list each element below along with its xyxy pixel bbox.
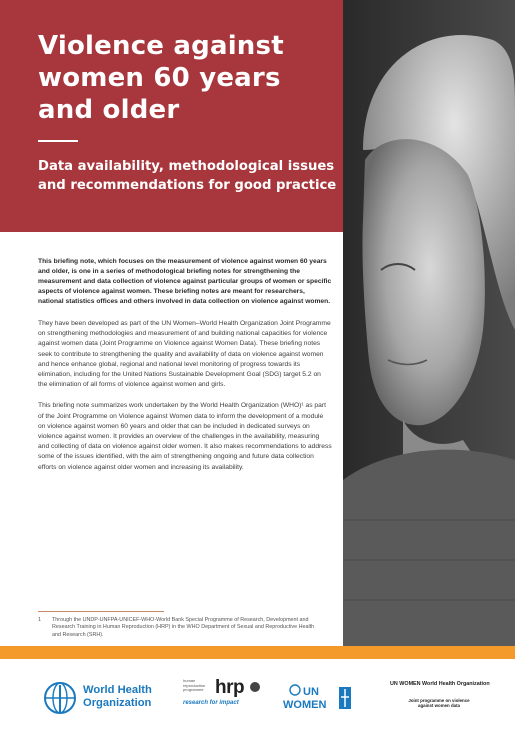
who-emblem-icon — [43, 681, 77, 715]
title-panel — [0, 0, 343, 232]
joint-programme-name: Joint programme on violence against women data — [408, 698, 470, 709]
unwomen-logo — [283, 683, 365, 713]
hrp-wordmark: hrp — [215, 677, 245, 698]
document-title: Violence against women 60 years and older — [38, 31, 284, 125]
document-subtitle: Data availability, methodological issues and recommendations for good practice — [38, 159, 337, 193]
accent-bar — [0, 646, 515, 659]
body-paragraph-1: They have been developed as part of the UN Women–World Health Organization Joint Programme on strengthening methodologies and measurement of and building national capacities for violence against women data (Joint Programme on Violence against Women Data). These briefing notes seek to contribute to strengthening the quality and availability of data on violence against women and hence enhance global, regional and national level monitoring of progress towards its elimination, including for the United Nations Sustainable Development Goal (SDG) target 5.2 on the elimination of all forms of violence against women and girls. — [38, 320, 331, 389]
footnote-text: Through the UNDP-UNFPA-UNICEF-WHO-World Bank Special Programme of Research, Development and Research Training in Human Reproduction (HRP) in the WHO Department of Sexual and Reproductive Health and Research (SRH). — [52, 617, 315, 638]
unwomen-logo-icon — [283, 683, 363, 711]
footnote-number: 1 — [38, 617, 41, 623]
title-divider — [38, 140, 78, 142]
joint-programme-partners: UN WOMEN World Health Organization — [390, 681, 490, 687]
who-logo — [43, 681, 158, 717]
cover-photo — [343, 0, 515, 646]
joint-programme-logo — [390, 679, 490, 719]
svg-text:UN: UN — [303, 686, 319, 698]
body-paragraph-2: This briefing note summarizes work undertaken by the World Health Organization (WHO)¹ as part of the Joint Programme on Violence against Women data to inform the development of a module on violence against women 60 years and older that can be included in dedicated surveys on violence against women. It provides an overview of the challenges in the availability, measuring and collecting of data on violence against older women. It also makes recommendations to address some of the issues identified, with the aim of strengthening ongoing and future data collection efforts on violence against older women and increasing its availability. — [38, 402, 332, 471]
hrp-tagline: research for impact — [183, 700, 239, 706]
svg-text:WOMEN: WOMEN — [283, 699, 327, 711]
footnote-divider — [38, 611, 164, 612]
hrp-dot-icon — [249, 681, 261, 693]
hrp-logo — [183, 677, 273, 719]
hrp-programme-text: human reproduction programme — [183, 678, 206, 693]
body-text — [38, 257, 332, 484]
logo-strip — [0, 659, 515, 735]
who-logo-text: World Health Organization — [83, 684, 152, 709]
lead-paragraph: This briefing note, which focuses on the measurement of violence against women 60 years and older, is one in a series of methodological briefing notes for strengthening the measurement and data collection of violence against particular groups of women or specific aspects of violence against women. These briefing notes are meant for researchers, national statistics offices and others involved in data collection on violence against women. — [38, 258, 332, 305]
footnote — [38, 617, 328, 639]
